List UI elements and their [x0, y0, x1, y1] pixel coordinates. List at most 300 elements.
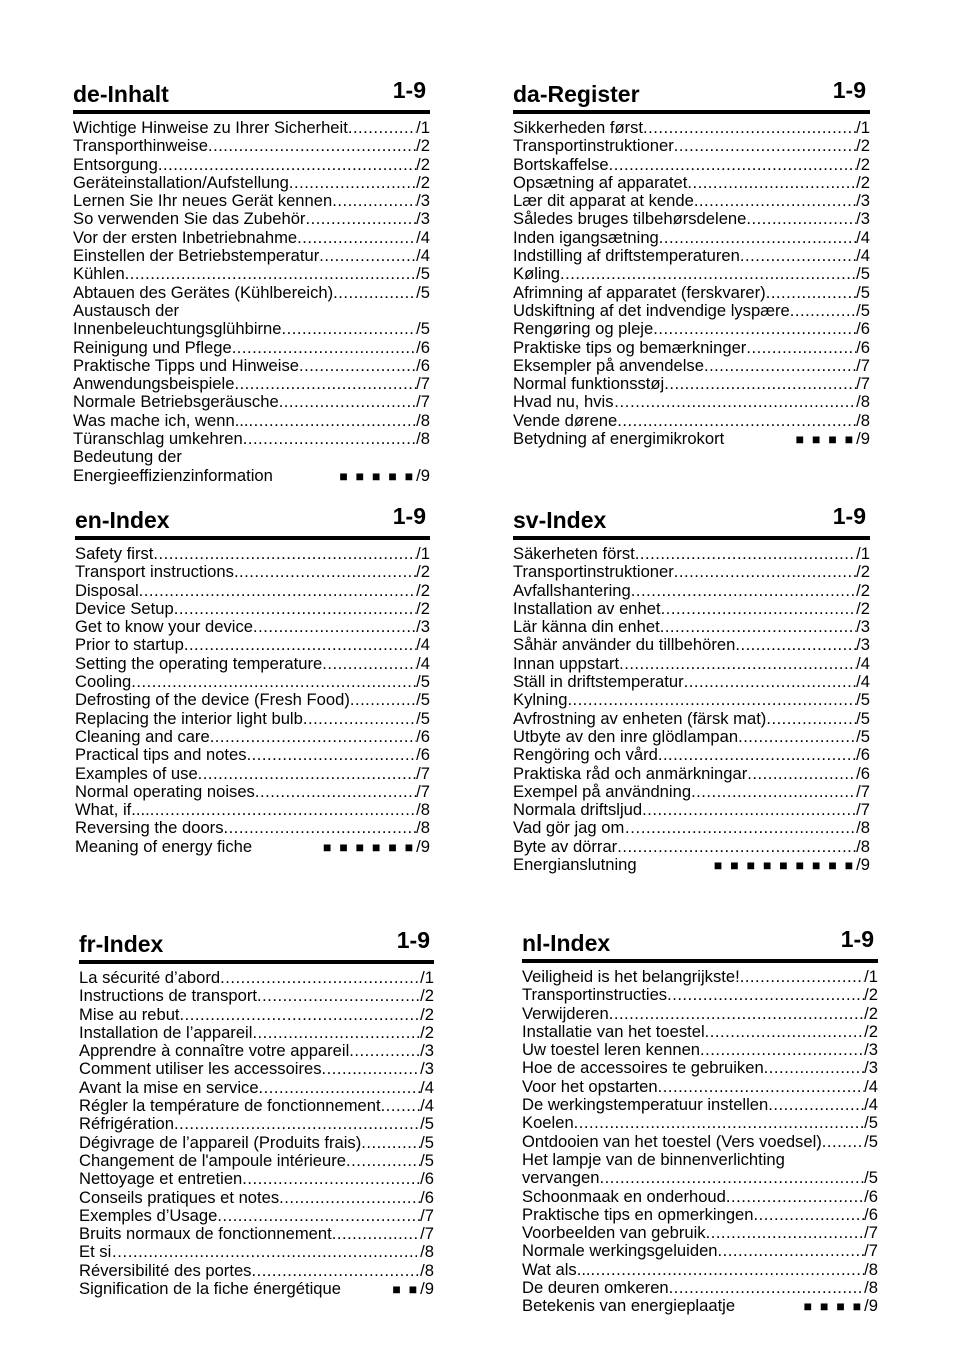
toc-dot-leader — [348, 119, 416, 137]
toc-dot-leader — [279, 1189, 420, 1207]
toc-entry-label: Régler la température de fonctionnement — [79, 1096, 381, 1116]
toc-entry — [75, 545, 430, 563]
toc-entry-label: Ställ in driftstemperatur — [513, 672, 684, 692]
toc-entry — [513, 838, 870, 856]
toc-entry — [75, 691, 430, 709]
toc-entry-page: /4 — [856, 672, 870, 692]
toc-dot-leader — [350, 691, 416, 709]
toc-entry-page: /2 — [864, 985, 878, 1005]
toc-entry-page: /2 — [416, 172, 430, 192]
toc-dot-leader — [150, 801, 416, 819]
toc-dot-leader — [322, 655, 416, 673]
toc-dot-leader — [131, 673, 416, 691]
toc-dot-leader — [609, 1005, 864, 1023]
toc-entry-page: /5 — [856, 264, 870, 284]
toc-entry-label: Betydning af energimikrokort — [513, 429, 725, 449]
toc-entry-label: Schoonmaak en onderhoud — [522, 1186, 726, 1206]
toc-entry-page: /5 — [864, 1113, 878, 1133]
toc-entry — [513, 563, 870, 581]
section-en — [75, 503, 430, 856]
toc-entry-label: Changement de l'ampoule intérieure — [79, 1150, 346, 1170]
toc-entry — [522, 1169, 878, 1187]
toc-list — [513, 119, 870, 448]
toc-entry-label: Praktische Tipps und Hinweise — [73, 355, 299, 375]
toc-entry-label: Exemples d’Usage — [79, 1205, 218, 1225]
section-title: sv-Index — [513, 507, 607, 533]
toc-entry-page: /8 — [856, 836, 870, 856]
toc-entry-page: /2 — [416, 562, 430, 582]
section-page-range: 1-9 — [832, 503, 866, 529]
toc-entry-label: What, if.... — [75, 800, 150, 820]
toc-entry-label: vervangen — [522, 1168, 600, 1188]
toc-entry-label: Ontdooien van het toestel (Vers voedsel) — [522, 1131, 822, 1151]
toc-dot-leader — [740, 968, 864, 986]
toc-entry-label: Säkerheten först — [513, 544, 635, 563]
toc-entry — [73, 320, 430, 338]
toc-entry-label: Signification de la fiche énergétique — [79, 1279, 341, 1299]
toc-entry-label: Geräteinstallation/Aufstellung — [73, 172, 289, 192]
toc-entry-label: Sikkerheden først — [513, 118, 644, 137]
toc-entry-label: Normale Betriebsgeräusche — [73, 392, 279, 412]
toc-entry — [79, 1207, 434, 1225]
toc-entry-label: Vad gör jag om… — [513, 818, 641, 838]
toc-entry-page: /7 — [856, 800, 870, 820]
toc-entry — [79, 1262, 434, 1280]
toc-entry-page: /3 — [856, 191, 870, 211]
toc-entry-label: Energianslutning — [513, 855, 637, 875]
toc-dot-leader — [631, 582, 856, 600]
toc-dot-leader — [704, 357, 856, 375]
toc-entry-page: /8 — [864, 1278, 878, 1298]
section-title: en-Index — [75, 507, 170, 533]
toc-entry-page: /4 — [856, 227, 870, 247]
toc-dot-leader — [667, 986, 864, 1004]
toc-entry-page: /7 — [856, 355, 870, 375]
toc-entry-page: /2 — [864, 1021, 878, 1041]
toc-entry-page: /4 — [416, 246, 430, 266]
toc-entry — [79, 1024, 434, 1042]
toc-entry — [513, 801, 870, 819]
toc-dot-leader — [319, 247, 416, 265]
toc-entry — [75, 728, 430, 746]
toc-entry-page: /8 — [856, 392, 870, 412]
toc-dot-leader — [184, 636, 416, 654]
toc-dot-leader — [198, 765, 416, 783]
toc-entry-page: /4 — [416, 635, 430, 655]
toc-dot-leader — [232, 339, 416, 357]
toc-entry-page: /4 — [856, 653, 870, 673]
toc-entry-label: Réfrigération — [79, 1114, 175, 1134]
toc-entry-label: Utbyte av den inre glödlampan — [513, 726, 739, 746]
toc-entry-label: Einstellen der Betriebstemperatur — [73, 246, 320, 266]
toc-entry — [522, 986, 878, 1004]
section-page-range: 1-9 — [832, 77, 866, 103]
toc-entry-page: /5 — [856, 690, 870, 710]
toc-entry — [513, 655, 870, 673]
toc-dot-leader — [210, 728, 416, 746]
toc-entry-page: /8 — [416, 429, 430, 449]
toc-entry-page: /9 — [420, 1279, 434, 1299]
toc-entry — [513, 393, 870, 411]
toc-entry-label: Bortskaffelse — [513, 154, 609, 174]
toc-entry-page: /8 — [420, 1260, 434, 1280]
toc-dot-leader — [684, 673, 857, 691]
toc-entry-label: La sécurité d’abord — [79, 968, 221, 987]
energy-marker-squares: ■ ■ ■ ■ — [795, 431, 856, 448]
toc-dot-leader — [346, 1152, 420, 1170]
toc-entry-label: Wichtige Hinweise zu Ihrer Sicherheit — [73, 118, 348, 137]
toc-entry — [513, 302, 870, 320]
toc-entry-page: /2 — [856, 580, 870, 600]
toc-dot-leader — [180, 1006, 421, 1024]
toc-entry — [513, 765, 870, 783]
toc-entry — [513, 545, 870, 563]
toc-entry-page: /6 — [864, 1186, 878, 1206]
toc-entry-label: Køling — [513, 264, 561, 284]
toc-entry — [75, 582, 430, 600]
toc-entry-label: Examples of use — [75, 763, 198, 783]
section-page-range: 1-9 — [396, 927, 430, 953]
toc-entry — [79, 987, 434, 1005]
toc-dot-leader — [617, 412, 856, 430]
toc-entry-label: Setting the operating temperature — [75, 653, 323, 673]
toc-entry-page: /2 — [864, 1003, 878, 1023]
toc-dot-leader — [661, 600, 857, 618]
toc-entry-label: Avant la mise en service — [79, 1077, 259, 1097]
toc-dot-leader — [574, 1114, 864, 1132]
toc-entry-label: Conseils pratiques et notes — [79, 1187, 280, 1207]
toc-dot-leader — [658, 746, 856, 764]
toc-entry-label: Voor het opstarten — [522, 1076, 658, 1096]
toc-entry — [73, 174, 430, 192]
toc-entry — [513, 339, 870, 357]
toc-entry — [513, 600, 870, 618]
toc-dot-leader — [560, 265, 856, 283]
toc-entry-page: /2 — [416, 154, 430, 174]
toc-entry — [73, 119, 430, 137]
toc-entry-label: Austausch der — [73, 300, 180, 320]
toc-entry-page: /9 — [856, 855, 870, 875]
toc-entry — [522, 1151, 878, 1169]
toc-entry-label: Was mache ich, wenn... — [73, 410, 249, 430]
toc-entry — [73, 393, 430, 411]
toc-dot-leader — [220, 969, 420, 987]
toc-entry — [79, 1115, 434, 1133]
toc-entry-page: /6 — [420, 1169, 434, 1189]
toc-entry-label: Praktiske tips og bemærkninger — [513, 337, 747, 357]
toc-dot-leader — [669, 1279, 864, 1297]
toc-entry — [75, 600, 430, 618]
toc-entry — [75, 819, 430, 837]
toc-entry — [75, 746, 430, 764]
toc-entry-page: /5 — [416, 319, 430, 339]
toc-entry-label: So verwenden Sie das Zubehör — [73, 209, 306, 229]
toc-entry — [513, 673, 870, 691]
energy-marker-squares: ■ ■ ■ ■ ■ ■ — [322, 838, 416, 855]
toc-entry-label: Kühlen — [73, 264, 125, 284]
toc-entry-label: Således bruges tilbehørsdelene — [513, 209, 747, 229]
toc-entry — [522, 1096, 878, 1114]
toc-entry-page: /2 — [420, 986, 434, 1006]
toc-dot-leader — [234, 563, 416, 581]
toc-entry — [513, 192, 870, 210]
toc-entry-page: /2 — [856, 172, 870, 192]
toc-entry-label: Installation av enhet — [513, 598, 661, 618]
toc-dot-leader — [726, 1188, 864, 1206]
section-sv — [513, 503, 870, 874]
toc-dot-leader — [139, 582, 417, 600]
toc-entry-label: Energieeffizienzinformation — [73, 465, 273, 485]
toc-entry — [75, 765, 430, 783]
toc-entry-page: /7 — [420, 1224, 434, 1244]
toc-entry — [73, 156, 430, 174]
toc-entry-page: /7 — [864, 1241, 878, 1261]
toc-entry-label: Byte av dörrar — [513, 836, 618, 856]
toc-dot-leader — [303, 710, 416, 728]
toc-entry — [75, 563, 430, 581]
toc-entry — [522, 1261, 878, 1279]
toc-entry-page: /7 — [856, 374, 870, 394]
toc-dot-leader — [259, 1079, 421, 1097]
toc-dot-leader — [600, 1169, 865, 1187]
toc-entry — [522, 1078, 878, 1096]
toc-entry-label: Innan uppstart — [513, 653, 620, 673]
toc-entry-page: /5 — [416, 690, 430, 710]
toc-dot-leader — [234, 375, 416, 393]
toc-dot-leader — [242, 1170, 420, 1188]
toc-dot-leader — [255, 783, 416, 801]
toc-entry — [522, 1059, 878, 1077]
toc-entry — [79, 1152, 434, 1170]
toc-entry — [513, 156, 870, 174]
toc-entry — [513, 137, 870, 155]
toc-entry-label: Practical tips and notes — [75, 745, 247, 765]
toc-entry-page: /6 — [420, 1187, 434, 1207]
toc-dot-leader — [125, 265, 416, 283]
toc-dot-leader — [208, 137, 416, 155]
section-fr — [79, 927, 434, 1298]
toc-dot-leader — [217, 1207, 420, 1225]
toc-entry-page: /1 — [416, 118, 430, 137]
toc-entry-label: Wat als... — [522, 1259, 591, 1279]
toc-dot-leader — [822, 1133, 864, 1151]
toc-entry — [513, 174, 870, 192]
toc-entry-page: /8 — [416, 800, 430, 820]
toc-list — [522, 968, 878, 1316]
toc-entry — [75, 838, 430, 856]
toc-entry — [513, 119, 870, 137]
toc-dot-leader — [754, 1206, 865, 1224]
toc-entry-page: /3 — [864, 1058, 878, 1078]
toc-entry — [79, 1060, 434, 1078]
toc-entry-label: Et si… — [79, 1242, 128, 1262]
toc-entry-label: Türanschlag umkehren — [73, 429, 243, 449]
toc-entry-page: /3 — [416, 617, 430, 637]
toc-entry — [73, 284, 430, 302]
toc-entry-label: Såhär använder du tillbehören — [513, 635, 736, 655]
toc-entry-label: Transportinstruktioner — [513, 136, 674, 156]
toc-entry — [73, 302, 430, 320]
section-header — [73, 77, 430, 114]
toc-entry — [513, 412, 870, 430]
energy-marker-squares: ■ ■ ■ ■ — [803, 1298, 864, 1315]
toc-dot-leader — [790, 302, 856, 320]
toc-dot-leader — [609, 156, 857, 174]
toc-entry — [73, 265, 430, 283]
toc-dot-leader — [252, 1024, 420, 1042]
toc-dot-leader — [174, 1115, 420, 1133]
toc-dot-leader — [153, 545, 416, 563]
toc-entry-label: Transport instructions — [75, 562, 234, 582]
toc-entry-label: Vende dørene — [513, 410, 618, 430]
toc-entry — [79, 1225, 434, 1243]
toc-entry-page: /8 — [416, 410, 430, 430]
toc-entry-page: /2 — [856, 136, 870, 156]
toc-entry-label: Verwijderen — [522, 1003, 609, 1023]
toc-entry — [73, 467, 430, 485]
toc-entry-page: /8 — [864, 1259, 878, 1279]
toc-entry — [79, 1280, 434, 1298]
toc-entry-page: /7 — [420, 1205, 434, 1225]
toc-dot-leader — [349, 1042, 420, 1060]
toc-entry — [73, 192, 430, 210]
toc-entry — [73, 430, 430, 448]
toc-dot-leader — [653, 320, 856, 338]
toc-dot-leader — [706, 1224, 865, 1242]
toc-dot-leader — [643, 119, 856, 137]
toc-entry-label: Voorbeelden van gebruik — [522, 1223, 706, 1243]
toc-entry — [522, 1133, 878, 1151]
toc-entry-label: Transporthinweise — [73, 136, 208, 156]
toc-entry-page: /8 — [856, 818, 870, 838]
toc-list — [73, 119, 430, 485]
toc-entry-page: /5 — [420, 1150, 434, 1170]
toc-entry-page: /9 — [856, 429, 870, 449]
toc-dot-leader — [332, 192, 416, 210]
toc-entry-page: /7 — [856, 781, 870, 801]
toc-entry-page: /3 — [856, 209, 870, 229]
toc-entry — [75, 801, 430, 819]
toc-entry — [75, 636, 430, 654]
toc-dot-leader — [659, 229, 856, 247]
toc-entry-label: Cleaning and care — [75, 726, 210, 746]
toc-dot-leader — [700, 1041, 864, 1059]
toc-entry-label: Vor der ersten Inbetriebnahme — [73, 227, 298, 247]
toc-entry-label: Lær dit apparat at kende — [513, 191, 694, 211]
toc-entry-page: /3 — [416, 209, 430, 229]
toc-entry-page: /7 — [416, 781, 430, 801]
toc-entry-label: Prior to startup — [75, 635, 184, 655]
toc-entry-label: Installatie van het toestel — [522, 1021, 705, 1041]
toc-entry-label: Get to know your device — [75, 617, 254, 637]
toc-entry — [513, 710, 870, 728]
toc-entry-label: De deuren omkeren — [522, 1278, 669, 1298]
toc-entry — [513, 691, 870, 709]
toc-entry — [73, 210, 430, 228]
toc-entry — [73, 412, 430, 430]
toc-entry — [513, 856, 870, 874]
section-title: nl-Index — [522, 930, 611, 956]
toc-dot-leader — [289, 174, 416, 192]
toc-entry-label: Mise au rebut — [79, 1004, 180, 1024]
toc-dot-leader — [718, 1242, 865, 1260]
toc-dot-leader — [641, 819, 856, 837]
toc-entry-page: /7 — [416, 392, 430, 412]
toc-entry-label: Koelen — [522, 1113, 574, 1133]
toc-entry — [513, 728, 870, 746]
toc-entry — [522, 1206, 878, 1224]
toc-entry-label: Entsorgung — [73, 154, 158, 174]
toc-dot-leader — [746, 210, 856, 228]
toc-dot-leader — [251, 1262, 420, 1280]
toc-entry-page: /4 — [856, 246, 870, 266]
toc-entry-label: Abtauen des Gerätes (Kühlbereich) — [73, 282, 334, 302]
toc-entry — [513, 636, 870, 654]
toc-entry-label: Anwendungsbeispiele — [73, 374, 235, 394]
toc-entry-label: Safety first — [75, 544, 154, 563]
toc-entry — [73, 357, 430, 375]
toc-dot-leader — [279, 393, 416, 411]
toc-dot-leader — [658, 1078, 865, 1096]
toc-entry-label: Instructions de transport — [79, 986, 258, 1006]
energy-marker-squares: ■ ■ — [392, 1281, 420, 1298]
toc-dot-leader — [766, 284, 856, 302]
toc-entry-label: Apprendre à connaître votre appareil — [79, 1041, 350, 1061]
toc-entry-page: /5 — [856, 300, 870, 320]
toc-entry-label: Transportinstruktioner — [513, 562, 674, 582]
section-title: fr-Index — [79, 931, 164, 957]
toc-entry-label: Avfallshantering — [513, 580, 631, 600]
toc-entry-label: Nettoyage et entretien — [79, 1169, 243, 1189]
toc-entry — [513, 430, 870, 448]
toc-entry-label: Réversibilité des portes — [79, 1260, 252, 1280]
toc-entry-label: Avfrostning av enheten (färsk mat) — [513, 708, 767, 728]
toc-entry-page: /6 — [856, 745, 870, 765]
toc-entry — [522, 1023, 878, 1041]
toc-entry-label: Innenbeleuchtungsglühbirne — [73, 319, 282, 339]
toc-entry-page: /7 — [416, 374, 430, 394]
toc-entry — [513, 746, 870, 764]
toc-entry-label: Kylning — [513, 690, 568, 710]
toc-entry — [513, 229, 870, 247]
toc-entry-page: /9 — [416, 465, 430, 485]
toc-dot-leader — [705, 1023, 865, 1041]
toc-entry-label: Installation de l’appareil — [79, 1022, 253, 1042]
toc-entry — [75, 618, 430, 636]
toc-entry-label: Opsætning af apparatet — [513, 172, 688, 192]
section-nl — [522, 926, 878, 1316]
toc-entry-label: Hvad nu, hvis… — [513, 392, 631, 412]
toc-entry — [79, 1006, 434, 1024]
toc-list — [75, 545, 430, 856]
toc-entry-label: Lär känna din enhet — [513, 617, 660, 637]
toc-entry — [73, 137, 430, 155]
toc-entry — [79, 969, 434, 987]
toc-entry-page: /8 — [420, 1242, 434, 1262]
toc-entry — [513, 582, 870, 600]
toc-entry — [513, 320, 870, 338]
toc-dot-leader — [381, 1097, 421, 1115]
toc-dot-leader — [735, 636, 856, 654]
section-header — [75, 503, 430, 540]
toc-entry-page: /2 — [856, 562, 870, 582]
toc-entry — [522, 968, 878, 986]
toc-entry-label: Rengöring och vård — [513, 745, 658, 765]
toc-entry-label: Normala driftsljud — [513, 800, 643, 820]
toc-entry — [522, 1224, 878, 1242]
toc-entry-page: /2 — [420, 1004, 434, 1024]
toc-entry — [79, 1042, 434, 1060]
